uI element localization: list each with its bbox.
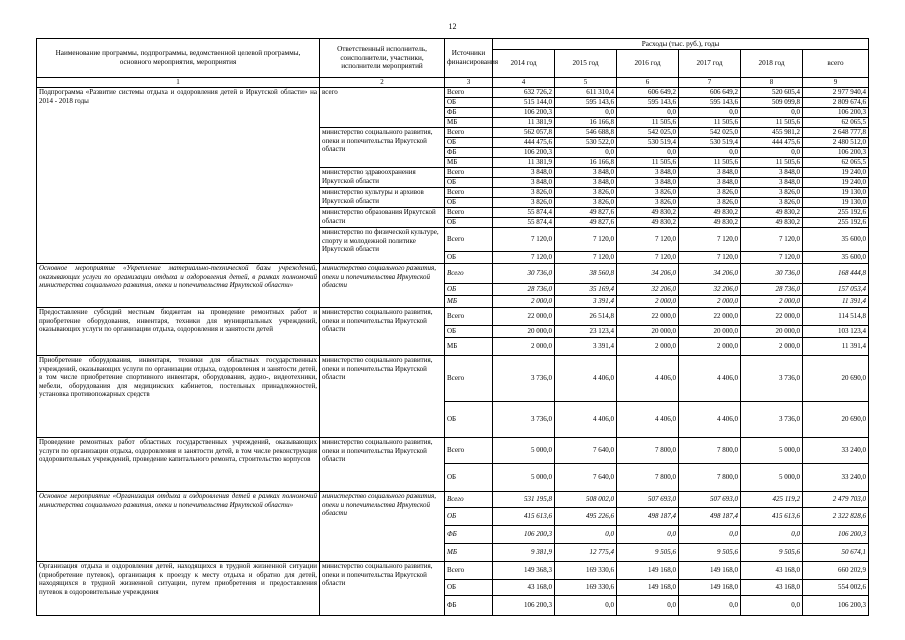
year-value-cell: 3 826,0 bbox=[555, 188, 617, 198]
header-responsible: Ответственный исполнитель, соисполнители, участники, исполнители мероприятий bbox=[320, 39, 445, 78]
total-cell: 106 200,3 bbox=[803, 108, 869, 118]
responsible-executor: всего bbox=[320, 88, 445, 128]
total-cell: 20 690,0 bbox=[803, 356, 869, 402]
total-cell: 168 444,8 bbox=[803, 264, 869, 284]
header-year: 2016 год bbox=[617, 50, 679, 78]
year-value-cell: 38 560,8 bbox=[555, 264, 617, 284]
activity-name: Проведение ремонтных работ областных государственных учреждений, оказывающих услуги по организации отдыха, оздоровления и занятости детей, в том числе реконструкция оздоровительных учреждений, проведение капитального ремонта, строительство корпусов bbox=[37, 438, 320, 492]
year-value-cell: 415 613,6 bbox=[493, 508, 555, 526]
funding-source: ОБ bbox=[445, 326, 493, 338]
year-value-cell: 2 000,0 bbox=[741, 296, 803, 308]
year-value-cell: 3 391,4 bbox=[555, 296, 617, 308]
total-cell: 2 809 674,6 bbox=[803, 98, 869, 108]
year-value-cell: 9 381,9 bbox=[493, 544, 555, 562]
year-value-cell: 3 736,0 bbox=[493, 356, 555, 402]
year-value-cell: 3 826,0 bbox=[679, 188, 741, 198]
year-value-cell: 3 736,0 bbox=[741, 402, 803, 438]
column-index: 3 bbox=[445, 78, 493, 88]
responsible-executor: министерство социального развития, опеки и попечительства Иркутской области bbox=[320, 492, 445, 562]
year-value-cell: 3 826,0 bbox=[555, 198, 617, 208]
year-value-cell: 509 099,8 bbox=[741, 98, 803, 108]
year-value-cell: 0,0 bbox=[617, 526, 679, 544]
total-cell: 255 192,6 bbox=[803, 218, 869, 228]
column-index: 5 bbox=[555, 78, 617, 88]
year-value-cell: 149 168,0 bbox=[617, 562, 679, 580]
year-value-cell: 498 187,4 bbox=[617, 508, 679, 526]
year-value-cell: 3 391,4 bbox=[555, 338, 617, 356]
year-value-cell: 3 848,0 bbox=[555, 168, 617, 178]
year-value-cell: 0,0 bbox=[617, 596, 679, 616]
funding-source: ОБ bbox=[445, 98, 493, 108]
year-value-cell: 595 143,6 bbox=[679, 98, 741, 108]
year-value-cell: 606 649,2 bbox=[617, 88, 679, 98]
year-value-cell: 520 605,4 bbox=[741, 88, 803, 98]
year-value-cell: 7 120,0 bbox=[679, 252, 741, 264]
year-value-cell: 4 406,0 bbox=[555, 402, 617, 438]
year-value-cell: 7 120,0 bbox=[555, 252, 617, 264]
responsible-executor: министерство социального развития, опеки и попечительства Иркутской области bbox=[320, 356, 445, 438]
year-value-cell: 32 206,0 bbox=[679, 284, 741, 296]
funding-source: Всего bbox=[445, 188, 493, 198]
year-value-cell: 106 200,3 bbox=[493, 526, 555, 544]
header-source: Источники финансирования bbox=[445, 39, 493, 78]
year-value-cell: 7 640,0 bbox=[555, 464, 617, 492]
header-year: 2015 год bbox=[555, 50, 617, 78]
table-row bbox=[37, 308, 869, 326]
year-value-cell: 0,0 bbox=[679, 108, 741, 118]
year-value-cell: 149 168,0 bbox=[679, 580, 741, 596]
year-value-cell: 7 120,0 bbox=[617, 252, 679, 264]
year-value-cell: 9 505,6 bbox=[741, 544, 803, 562]
year-value-cell: 3 848,0 bbox=[741, 178, 803, 188]
year-value-cell: 22 000,0 bbox=[617, 308, 679, 326]
year-value-cell: 0,0 bbox=[555, 148, 617, 158]
year-value-cell: 415 613,6 bbox=[741, 508, 803, 526]
funding-source: ОБ bbox=[445, 284, 493, 296]
total-cell: 19 130,0 bbox=[803, 198, 869, 208]
year-value-cell: 0,0 bbox=[555, 108, 617, 118]
funding-source: ОБ bbox=[445, 464, 493, 492]
year-value-cell: 3 826,0 bbox=[617, 198, 679, 208]
year-value-cell: 7 120,0 bbox=[741, 252, 803, 264]
total-cell: 106 200,3 bbox=[803, 596, 869, 616]
funding-source: ФБ bbox=[445, 596, 493, 616]
year-value-cell: 632 726,2 bbox=[493, 88, 555, 98]
year-value-cell: 43 168,0 bbox=[741, 562, 803, 580]
year-value-cell: 0,0 bbox=[741, 596, 803, 616]
year-value-cell: 49 830,2 bbox=[617, 218, 679, 228]
year-value-cell: 11 505,6 bbox=[741, 118, 803, 128]
year-value-cell: 0,0 bbox=[741, 148, 803, 158]
total-cell: 19 130,0 bbox=[803, 188, 869, 198]
year-value-cell: 9 505,6 bbox=[617, 544, 679, 562]
year-value-cell: 3 736,0 bbox=[741, 356, 803, 402]
year-value-cell: 425 119,2 bbox=[741, 492, 803, 508]
year-value-cell: 20 000,0 bbox=[741, 326, 803, 338]
total-cell: 33 240,0 bbox=[803, 464, 869, 492]
funding-source: ОБ bbox=[445, 178, 493, 188]
year-value-cell: 2 000,0 bbox=[493, 338, 555, 356]
funding-source: ФБ bbox=[445, 108, 493, 118]
year-value-cell: 34 206,0 bbox=[679, 264, 741, 284]
year-value-cell: 106 200,3 bbox=[493, 148, 555, 158]
funding-source: ОБ bbox=[445, 218, 493, 228]
year-value-cell: 611 310,4 bbox=[555, 88, 617, 98]
year-value-cell: 2 000,0 bbox=[493, 296, 555, 308]
funding-source: ОБ bbox=[445, 580, 493, 596]
year-value-cell: 3 826,0 bbox=[617, 188, 679, 198]
responsible-executor: министерство социального развития, опеки и попечительства Иркутской области bbox=[320, 562, 445, 616]
header-total: всего bbox=[803, 50, 869, 78]
year-value-cell: 55 874,4 bbox=[493, 218, 555, 228]
year-value-cell: 20 000,0 bbox=[617, 326, 679, 338]
year-value-cell: 595 143,6 bbox=[617, 98, 679, 108]
year-value-cell: 0,0 bbox=[617, 108, 679, 118]
year-value-cell: 34 206,0 bbox=[617, 264, 679, 284]
year-value-cell: 0,0 bbox=[741, 108, 803, 118]
year-value-cell: 7 640,0 bbox=[555, 438, 617, 464]
year-value-cell: 2 000,0 bbox=[679, 296, 741, 308]
year-value-cell: 4 406,0 bbox=[679, 356, 741, 402]
funding-source: Всего bbox=[445, 128, 493, 138]
year-value-cell: 3 848,0 bbox=[555, 178, 617, 188]
table-row bbox=[37, 492, 869, 508]
year-value-cell: 3 848,0 bbox=[679, 168, 741, 178]
total-cell: 19 240,0 bbox=[803, 178, 869, 188]
year-value-cell: 5 000,0 bbox=[493, 438, 555, 464]
table-row bbox=[37, 88, 869, 98]
year-value-cell: 11 381,9 bbox=[493, 118, 555, 128]
year-value-cell: 2 000,0 bbox=[679, 338, 741, 356]
year-value-cell: 3 826,0 bbox=[679, 198, 741, 208]
year-value-cell: 3 848,0 bbox=[493, 178, 555, 188]
total-cell: 157 053,4 bbox=[803, 284, 869, 296]
column-index: 2 bbox=[320, 78, 445, 88]
column-index: 7 bbox=[679, 78, 741, 88]
year-value-cell: 546 688,8 bbox=[555, 128, 617, 138]
funding-source: Всего bbox=[445, 438, 493, 464]
year-value-cell: 7 120,0 bbox=[679, 228, 741, 252]
year-value-cell: 49 830,2 bbox=[617, 208, 679, 218]
total-cell: 114 514,8 bbox=[803, 308, 869, 326]
year-value-cell: 11 381,9 bbox=[493, 158, 555, 168]
year-value-cell: 508 002,0 bbox=[555, 492, 617, 508]
table-row bbox=[37, 562, 869, 580]
year-value-cell: 49 830,2 bbox=[741, 218, 803, 228]
year-value-cell: 22 000,0 bbox=[679, 308, 741, 326]
funding-source: МБ bbox=[445, 158, 493, 168]
activity-name: Подпрограмма «Развитие системы отдыха и оздоровления детей в Иркутской области» на 2014 - 2018 годы bbox=[37, 88, 320, 264]
year-value-cell: 106 200,3 bbox=[493, 108, 555, 118]
year-value-cell: 0,0 bbox=[555, 596, 617, 616]
year-value-cell: 3 826,0 bbox=[741, 188, 803, 198]
header-year: 2018 год bbox=[741, 50, 803, 78]
funding-source: ОБ bbox=[445, 198, 493, 208]
year-value-cell: 28 736,0 bbox=[741, 284, 803, 296]
year-value-cell: 444 475,6 bbox=[741, 138, 803, 148]
year-value-cell: 32 206,0 bbox=[617, 284, 679, 296]
header-expenses: Расходы (тыс. руб.), годы bbox=[493, 39, 869, 50]
total-cell: 2 479 703,0 bbox=[803, 492, 869, 508]
year-value-cell: 35 169,4 bbox=[555, 284, 617, 296]
column-index: 4 bbox=[493, 78, 555, 88]
activity-name: Организация отдыха и оздоровления детей, находящихся в трудной жизненной ситуации (приобретение путевок), организация к проезду к месту отдыха и обратно для детей, находящихся в трудной жизненной ситуации, путем приобретения и предоставления путевок в оздоровительные учреждения bbox=[37, 562, 320, 616]
year-value-cell: 0,0 bbox=[679, 596, 741, 616]
total-cell: 103 123,4 bbox=[803, 326, 869, 338]
year-value-cell: 444 475,6 bbox=[493, 138, 555, 148]
funding-source: ФБ bbox=[445, 148, 493, 158]
year-value-cell: 26 514,8 bbox=[555, 308, 617, 326]
year-value-cell: 3 848,0 bbox=[741, 168, 803, 178]
year-value-cell: 22 000,0 bbox=[741, 308, 803, 326]
year-value-cell: 49 827,6 bbox=[555, 218, 617, 228]
year-value-cell: 169 330,6 bbox=[555, 580, 617, 596]
year-value-cell: 5 000,0 bbox=[741, 438, 803, 464]
total-cell: 62 065,5 bbox=[803, 158, 869, 168]
activity-name: Приобретение оборудования, инвентаря, техники для областных государственных учреждений, оказывающих услуги по организации отдыха, оздоровления и занятости детей, в том числе приобретение спортивного инвентаря, оборудования, аудио-, видеотехники, мебели, оборудования для медицинских кабинетов, постельных принадлежностей, установка противопожарных средств bbox=[37, 356, 320, 438]
year-value-cell: 515 144,0 bbox=[493, 98, 555, 108]
year-value-cell: 49 827,6 bbox=[555, 208, 617, 218]
year-value-cell: 7 800,0 bbox=[617, 464, 679, 492]
year-value-cell: 562 057,8 bbox=[493, 128, 555, 138]
year-value-cell: 507 693,0 bbox=[617, 492, 679, 508]
year-value-cell: 7 800,0 bbox=[617, 438, 679, 464]
year-value-cell: 530 519,4 bbox=[679, 138, 741, 148]
year-value-cell: 23 123,4 bbox=[555, 326, 617, 338]
year-value-cell: 49 830,2 bbox=[741, 208, 803, 218]
column-index: 1 bbox=[37, 78, 320, 88]
year-value-cell: 43 168,0 bbox=[493, 580, 555, 596]
responsible-executor: министерство образования Иркутской области bbox=[320, 208, 445, 228]
year-value-cell: 20 000,0 bbox=[679, 326, 741, 338]
total-cell: 106 200,3 bbox=[803, 526, 869, 544]
year-value-cell: 530 522,0 bbox=[555, 138, 617, 148]
total-cell: 2 480 512,0 bbox=[803, 138, 869, 148]
year-value-cell: 3 848,0 bbox=[617, 168, 679, 178]
year-value-cell: 169 330,6 bbox=[555, 562, 617, 580]
activity-name: Основное мероприятие «Организация отдыха и оздоровления детей в рамках полномочий министерства социального развития, опеки и попечительства Иркутской области» bbox=[37, 492, 320, 562]
funding-source: ОБ bbox=[445, 402, 493, 438]
total-cell: 50 674,1 bbox=[803, 544, 869, 562]
year-value-cell: 4 406,0 bbox=[679, 402, 741, 438]
table-row bbox=[37, 264, 869, 284]
funding-source: Всего bbox=[445, 264, 493, 284]
activity-name: Предоставление субсидий местным бюджетам на проведение ремонтных работ и приобретение оборудования, инвентаря, техники для муниципальных учреждений, оказывающих услуги по организации отдыха, оздоровления и занятости детей bbox=[37, 308, 320, 356]
year-value-cell: 507 693,0 bbox=[679, 492, 741, 508]
funding-source: МБ bbox=[445, 338, 493, 356]
funding-source: МБ bbox=[445, 296, 493, 308]
year-value-cell: 9 505,6 bbox=[679, 544, 741, 562]
responsible-executor: министерство социального развития, опеки и попечительства Иркутской области bbox=[320, 264, 445, 308]
year-value-cell: 11 505,6 bbox=[679, 118, 741, 128]
total-cell: 554 002,6 bbox=[803, 580, 869, 596]
funding-source: Всего bbox=[445, 308, 493, 326]
page-number: 12 bbox=[448, 22, 457, 31]
total-cell: 2 648 777,8 bbox=[803, 128, 869, 138]
activity-name: Основное мероприятие «Укрепление материально-технической базы учреждений, оказывающих услуги по организации отдыха и оздоровления детей, в рамках полномочий министерства социального развития, опеки и попечительства Иркутской области» bbox=[37, 264, 320, 308]
year-value-cell: 12 775,4 bbox=[555, 544, 617, 562]
header-year: 2017 год bbox=[679, 50, 741, 78]
table-row bbox=[37, 356, 869, 402]
responsible-executor: министерство социального развития, опеки и попечительства Иркутской области bbox=[320, 308, 445, 356]
total-cell: 11 391,4 bbox=[803, 296, 869, 308]
responsible-executor: министерство культуры и архивов Иркутской области bbox=[320, 188, 445, 208]
year-value-cell: 2 000,0 bbox=[617, 338, 679, 356]
year-value-cell: 5 000,0 bbox=[741, 464, 803, 492]
year-value-cell: 16 166,8 bbox=[555, 118, 617, 128]
year-value-cell: 11 505,6 bbox=[617, 118, 679, 128]
total-cell: 20 690,0 bbox=[803, 402, 869, 438]
funding-source: Всего bbox=[445, 492, 493, 508]
year-value-cell: 530 519,4 bbox=[617, 138, 679, 148]
year-value-cell: 7 800,0 bbox=[679, 438, 741, 464]
year-value-cell: 11 505,6 bbox=[679, 158, 741, 168]
year-value-cell: 7 120,0 bbox=[741, 228, 803, 252]
funding-source: Всего bbox=[445, 88, 493, 98]
year-value-cell: 606 649,2 bbox=[679, 88, 741, 98]
year-value-cell: 7 120,0 bbox=[555, 228, 617, 252]
year-value-cell: 149 368,3 bbox=[493, 562, 555, 580]
year-value-cell: 149 168,0 bbox=[679, 562, 741, 580]
year-value-cell: 498 187,4 bbox=[679, 508, 741, 526]
funding-source: Всего bbox=[445, 228, 493, 252]
year-value-cell: 55 874,4 bbox=[493, 208, 555, 218]
total-cell: 11 391,4 bbox=[803, 338, 869, 356]
year-value-cell: 3 736,0 bbox=[493, 402, 555, 438]
year-value-cell: 0,0 bbox=[741, 526, 803, 544]
year-value-cell: 11 505,6 bbox=[741, 158, 803, 168]
column-index: 8 bbox=[741, 78, 803, 88]
year-value-cell: 3 848,0 bbox=[679, 178, 741, 188]
responsible-executor: министерство социального развития, опеки и попечительства Иркутской области bbox=[320, 438, 445, 492]
funding-source: Всего bbox=[445, 168, 493, 178]
responsible-executor: министерство социального развития, опеки и попечительства Иркутской области bbox=[320, 128, 445, 168]
funding-source: МБ bbox=[445, 544, 493, 562]
funding-source: МБ bbox=[445, 118, 493, 128]
year-value-cell: 22 000,0 bbox=[493, 308, 555, 326]
year-value-cell: 30 736,0 bbox=[493, 264, 555, 284]
year-value-cell: 495 226,6 bbox=[555, 508, 617, 526]
year-value-cell: 7 120,0 bbox=[617, 228, 679, 252]
funding-source: Всего bbox=[445, 208, 493, 218]
year-value-cell: 43 168,0 bbox=[741, 580, 803, 596]
responsible-executor: министерство по физической культуре, спорту и молодежной политике Иркутской области bbox=[320, 228, 445, 264]
year-value-cell: 7 800,0 bbox=[679, 464, 741, 492]
total-cell: 660 202,9 bbox=[803, 562, 869, 580]
total-cell: 106 200,3 bbox=[803, 148, 869, 158]
year-value-cell: 3 848,0 bbox=[493, 168, 555, 178]
year-value-cell: 542 025,0 bbox=[679, 128, 741, 138]
funding-source: Всего bbox=[445, 562, 493, 580]
total-cell: 35 600,0 bbox=[803, 252, 869, 264]
funding-source: Всего bbox=[445, 356, 493, 402]
year-value-cell: 7 120,0 bbox=[493, 252, 555, 264]
year-value-cell: 3 826,0 bbox=[493, 198, 555, 208]
year-value-cell: 11 505,6 bbox=[617, 158, 679, 168]
total-cell: 35 600,0 bbox=[803, 228, 869, 252]
column-index: 9 bbox=[803, 78, 869, 88]
year-value-cell: 28 736,0 bbox=[493, 284, 555, 296]
year-value-cell: 0,0 bbox=[679, 526, 741, 544]
total-cell: 255 192,6 bbox=[803, 208, 869, 218]
total-cell: 19 240,0 bbox=[803, 168, 869, 178]
total-cell: 33 240,0 bbox=[803, 438, 869, 464]
year-value-cell: 49 830,2 bbox=[679, 208, 741, 218]
expenses-table bbox=[36, 38, 869, 616]
funding-source: ФБ bbox=[445, 526, 493, 544]
year-value-cell: 595 143,6 bbox=[555, 98, 617, 108]
year-value-cell: 455 981,2 bbox=[741, 128, 803, 138]
year-value-cell: 30 736,0 bbox=[741, 264, 803, 284]
header-name: Наименование программы, подпрограммы, ведомственной целевой программы, основного мероприятия, мероприятия bbox=[37, 39, 320, 78]
year-value-cell: 4 406,0 bbox=[617, 402, 679, 438]
year-value-cell: 2 000,0 bbox=[741, 338, 803, 356]
funding-source: ОБ bbox=[445, 252, 493, 264]
funding-source: ОБ bbox=[445, 138, 493, 148]
year-value-cell: 106 200,3 bbox=[493, 596, 555, 616]
funding-source: ОБ bbox=[445, 508, 493, 526]
column-index: 6 bbox=[617, 78, 679, 88]
year-value-cell: 4 406,0 bbox=[555, 356, 617, 402]
year-value-cell: 4 406,0 bbox=[617, 356, 679, 402]
year-value-cell: 0,0 bbox=[617, 148, 679, 158]
responsible-executor: министерство здравоохранения Иркутской области bbox=[320, 168, 445, 188]
year-value-cell: 542 025,0 bbox=[617, 128, 679, 138]
year-value-cell: 49 830,2 bbox=[679, 218, 741, 228]
total-cell: 2 322 828,6 bbox=[803, 508, 869, 526]
year-value-cell: 3 826,0 bbox=[741, 198, 803, 208]
year-value-cell: 2 000,0 bbox=[617, 296, 679, 308]
header-year: 2014 год bbox=[493, 50, 555, 78]
year-value-cell: 3 848,0 bbox=[617, 178, 679, 188]
total-cell: 2 977 940,4 bbox=[803, 88, 869, 98]
year-value-cell: 0,0 bbox=[679, 148, 741, 158]
year-value-cell: 3 826,0 bbox=[493, 188, 555, 198]
table-row bbox=[37, 438, 869, 464]
total-cell: 62 065,5 bbox=[803, 118, 869, 128]
year-value-cell: 20 000,0 bbox=[493, 326, 555, 338]
year-value-cell: 149 168,0 bbox=[617, 580, 679, 596]
year-value-cell: 5 000,0 bbox=[493, 464, 555, 492]
year-value-cell: 16 166,8 bbox=[555, 158, 617, 168]
year-value-cell: 0,0 bbox=[555, 526, 617, 544]
year-value-cell: 531 195,8 bbox=[493, 492, 555, 508]
year-value-cell: 7 120,0 bbox=[493, 228, 555, 252]
table-body bbox=[37, 88, 869, 616]
